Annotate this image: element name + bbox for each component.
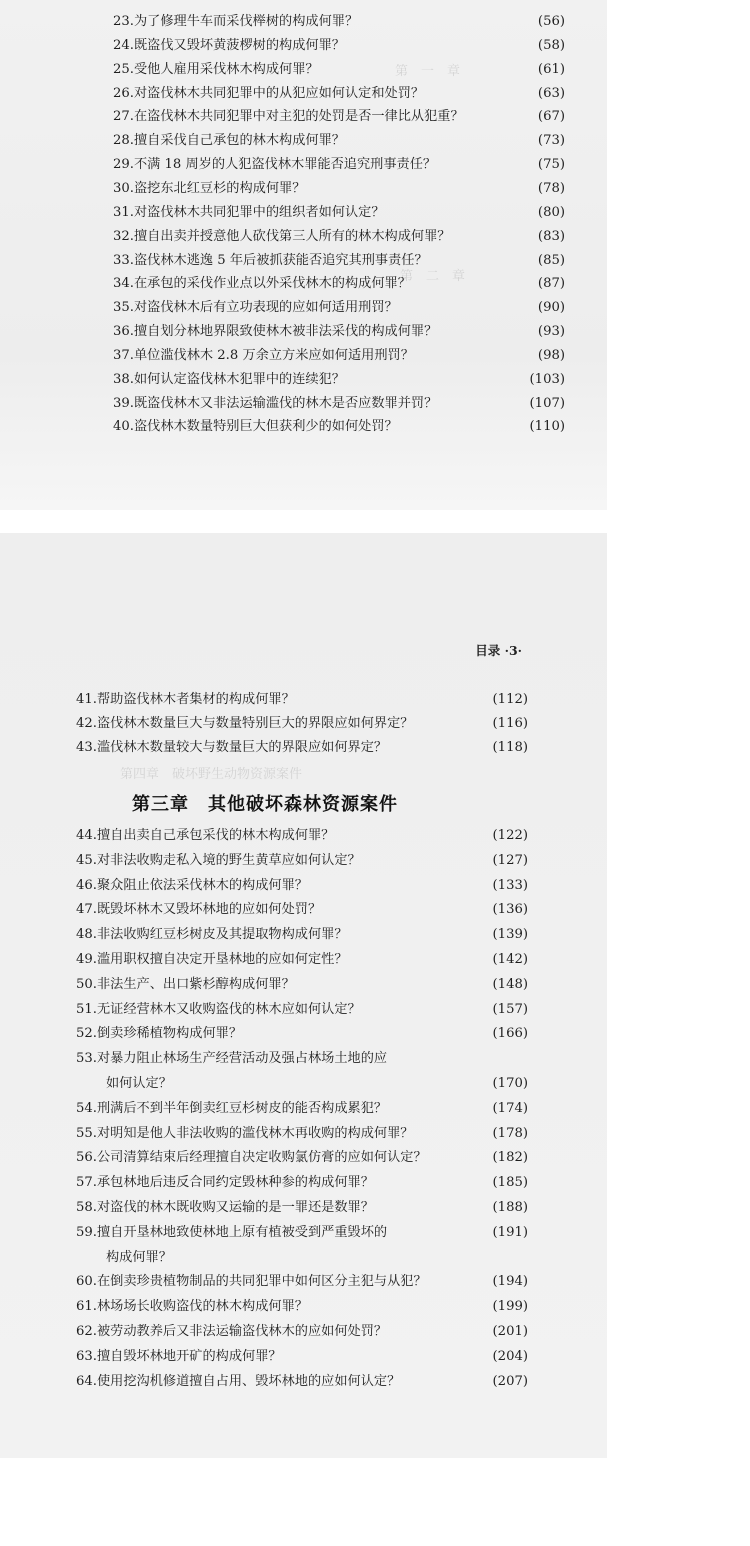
toc-entry-page: (191) (492, 1224, 528, 1240)
toc-entry-page: (122) (492, 828, 528, 843)
toc-entry-page: (75) (537, 157, 565, 173)
toc-entry (113, 349, 565, 362)
toc-entry-page: (201) (492, 1324, 528, 1339)
toc-entry-title: 26.对盗伐林木共同犯罪中的从犯应如何认定和处罚？ (113, 85, 425, 101)
toc-entry-page: (103) (529, 371, 565, 387)
page-header: 目录 ·3· (475, 643, 522, 658)
toc-entry-page: (142) (492, 952, 528, 967)
toc-entry (113, 39, 565, 52)
toc-entry-page: (83) (537, 228, 565, 244)
toc-entry (76, 903, 528, 916)
toc-entry-title: 48.非法收购红豆杉树皮及其提取物构成何罪？ (76, 927, 348, 943)
toc-entry-title: 50.非法生产、出口紫杉醇构成何罪？ (76, 976, 295, 992)
toc-entry-title: 31.对盗伐林木共同犯罪中的组织者如何认定？ (113, 204, 385, 220)
toc-entry-title: 28.擅自采伐自己承包的林木构成何罪？ (113, 133, 345, 149)
toc-entry (113, 373, 565, 386)
toc-entry-title: 58.对盗伐的林木既收购又运输的是一罪还是数罪？ (76, 1200, 374, 1215)
toc-entry (76, 1275, 528, 1288)
toc-entry-title: 40.盗伐林木数量特别巨大但获利少的如何处罚？ (113, 419, 398, 435)
toc-entry-title: 63.擅自毁坏林地开矿的构成何罪？ (76, 1348, 282, 1364)
bleed-through-text: 第 二 章 (400, 269, 466, 284)
toc-entry-title: 54.刑满后不到半年倒卖红豆杉树皮的能否构成累犯？ (76, 1100, 388, 1116)
toc-entry-page: (170) (492, 1076, 528, 1091)
toc-entry-title: 38.如何认定盗伐林木犯罪中的连续犯？ (113, 371, 345, 387)
toc-entry (76, 1151, 528, 1164)
toc-entry (76, 1127, 528, 1140)
toc-entry-title: 60.在倒卖珍贵植物制品的共同犯罪中如何区分主犯与从犯？ (76, 1274, 427, 1290)
toc-entry-title: 46.聚众阻止依法采伐林木的构成何罪？ (76, 877, 308, 893)
toc-entry (76, 717, 528, 730)
toc-entry-page: (204) (492, 1348, 528, 1364)
toc-entry-page: (85) (537, 252, 565, 268)
toc-entry-title: 55.对明知是他人非法收购的滥伐林木再收购的构成何罪？ (76, 1125, 414, 1141)
toc-entry-title: 27.在盗伐林木共同犯罪中对主犯的处罚是否一律比从犯重？ (113, 109, 464, 125)
toc-entry-page: (139) (492, 927, 528, 943)
toc-entry-title: 45.对非法收购走私入境的野生黄草应如何认定？ (76, 852, 361, 868)
toc-entry (76, 1052, 528, 1065)
toc-entry-page: (118) (492, 739, 528, 755)
toc-entry-page: (174) (492, 1100, 528, 1116)
toc-entry-page: (194) (492, 1274, 528, 1290)
toc-entry-title: 44.擅自出卖自己承包采伐的林木构成何罪？ (76, 828, 335, 843)
toc-entry (113, 63, 565, 76)
toc-entry-title: 42.盗伐林木数量巨大与数量特别巨大的界限应如何界定？ (76, 715, 414, 731)
toc-entry (76, 829, 528, 842)
toc-entry-page: (136) (492, 902, 528, 918)
toc-entry-page: (148) (492, 976, 528, 992)
toc-entry-page: (188) (492, 1200, 528, 1215)
toc-entry-title: 61.林场场长收购盗伐的林木构成何罪？ (76, 1299, 308, 1315)
toc-entry (76, 693, 528, 706)
toc-entry (113, 397, 565, 410)
chapter-title: 第三章 其他破坏森林资源案件 (132, 794, 398, 815)
toc-entry-title: 29.不满 18 周岁的人犯盗伐林木罪能否追究刑事责任？ (113, 157, 437, 173)
toc-entry-title: 23.为了修理牛车而采伐榉树的构成何罪？ (113, 14, 359, 29)
toc-entry (76, 928, 528, 941)
toc-entry-title: 47.既毁坏林木又毁坏林地的应如何处罚？ (76, 902, 322, 918)
toc-entry-title: 24.既盗伐又毁坏黄菠椤树的构成何罪？ (113, 37, 345, 53)
toc-entry-title: 62.被劳动教养后又非法运输盗伐林木的应如何处罚？ (76, 1324, 388, 1339)
toc-entry-page: (199) (492, 1299, 528, 1315)
toc-entry-page: (127) (492, 852, 528, 868)
toc-entry-title: 59.擅自开垦林地致使林地上原有植被受到严重毁坏的 (76, 1224, 388, 1240)
lower-page (0, 533, 607, 1458)
toc-entry-title: 37.单位滥伐林木 2.8 万余立方米应如何适用刑罚？ (113, 347, 414, 363)
toc-entry-title: 36.擅自划分林地界限致使林木被非法采伐的构成何罪？ (113, 324, 438, 340)
toc-entry (113, 420, 565, 433)
toc-entry-title: 41.帮助盗伐林木者集材的构成何罪？ (76, 692, 295, 707)
toc-entry-page: (182) (492, 1150, 528, 1166)
toc-entry (76, 879, 528, 892)
toc-entry-page: (207) (492, 1373, 528, 1389)
toc-entry (76, 1226, 528, 1239)
toc-entry-page: (98) (537, 347, 565, 363)
toc-entry-page: (61) (537, 61, 565, 77)
toc-entry-page: (116) (492, 715, 528, 731)
toc-entry (113, 158, 565, 171)
toc-entry-title: 30.盗挖东北红豆杉的构成何罪？ (113, 180, 306, 196)
toc-entry-page: (185) (492, 1175, 528, 1191)
toc-entry-title: 57.承包林地后违反合同约定毁林种参的构成何罪？ (76, 1175, 374, 1191)
toc-entry (113, 301, 565, 314)
toc-entry-page: (80) (537, 204, 565, 220)
toc-entry (113, 110, 565, 123)
toc-entry-page: (67) (537, 109, 565, 125)
toc-entry (76, 1350, 528, 1363)
toc-entry (76, 978, 528, 991)
toc-entry-title: 52.倒卖珍稀植物构成何罪？ (76, 1026, 243, 1042)
toc-entry-title: 64.使用挖沟机修道擅自占用、毁坏林地的应如何认定？ (76, 1373, 401, 1389)
toc-entry (113, 15, 565, 28)
toc-entry-page: (112) (492, 692, 528, 707)
toc-entry-page: (107) (529, 395, 565, 411)
toc-entry-page: (166) (492, 1026, 528, 1042)
upper-page (0, 0, 607, 510)
toc-entry-title: 33.盗伐林木逃逸 5 年后被抓获能否追究其刑事责任？ (113, 252, 428, 268)
toc-entry (106, 1251, 528, 1264)
toc-entry (76, 953, 528, 966)
toc-entry-page: (56) (537, 14, 565, 29)
toc-entry (76, 1003, 528, 1016)
toc-entry (76, 1102, 528, 1115)
toc-entry-title: 32.擅自出卖并授意他人砍伐第三人所有的林木构成何罪？ (113, 228, 451, 244)
toc-entry-page: (63) (537, 85, 565, 101)
toc-entry (76, 854, 528, 867)
toc-entry-page: (78) (537, 180, 565, 196)
toc-entry-title: 34.在承包的采伐作业点以外采伐林木的构成何罪？ (113, 276, 411, 292)
toc-entry (113, 325, 565, 338)
toc-entry (113, 230, 565, 243)
toc-entry (113, 87, 565, 100)
toc-entry (76, 741, 528, 754)
toc-entry (113, 134, 565, 147)
toc-entry (76, 1201, 528, 1214)
toc-entry (76, 1325, 528, 1338)
toc-entry-title: 51.无证经营林木又收购盗伐的林木应如何认定？ (76, 1001, 361, 1017)
toc-entry (76, 1300, 528, 1313)
toc-entry (76, 1027, 528, 1040)
toc-entry-title: 43.滥伐林木数量较大与数量巨大的界限应如何界定？ (76, 739, 388, 755)
toc-entry-page: (73) (537, 133, 565, 149)
bleed-through-text: 第 一 章 (395, 64, 461, 79)
toc-entry (113, 277, 565, 290)
toc-entry-title: 49.滥用职权擅自决定开垦林地的应如何定性？ (76, 952, 348, 967)
toc-entry-title: 39.既盗伐林木又非法运输滥伐的林木是否应数罪并罚？ (113, 395, 438, 411)
toc-entry (76, 1176, 528, 1189)
toc-entry-title: 53.对暴力阻止林场生产经营活动及强占林场土地的应 (76, 1051, 388, 1067)
toc-entry-title: 25.受他人雇用采伐林木构成何罪？ (113, 61, 319, 77)
toc-entry (76, 1375, 528, 1388)
toc-entry-page: (58) (537, 37, 565, 53)
toc-entry-page: (93) (537, 324, 565, 340)
toc-entry-page: (90) (537, 300, 565, 316)
toc-entry (113, 254, 565, 267)
toc-entry (113, 182, 565, 195)
toc-entry-page: (110) (529, 419, 565, 435)
toc-entry-title: 35.对盗伐林木后有立功表现的应如何适用刑罚？ (113, 300, 398, 316)
toc-entry-page: (133) (492, 877, 528, 893)
toc-entry-title: 如何认定？ (106, 1076, 172, 1091)
toc-entry (106, 1077, 528, 1090)
toc-entry-page: (87) (537, 276, 565, 292)
toc-entry (113, 206, 565, 219)
toc-entry-page: (157) (492, 1001, 528, 1017)
toc-entry-page: (178) (492, 1125, 528, 1141)
bleed-through-text: 第四章 破坏野生动物资源案件 (120, 767, 303, 782)
toc-entry-title: 构成何罪？ (106, 1249, 172, 1265)
toc-entry-title: 56.公司清算结束后经理擅自决定收购氯仿膏的应如何认定？ (76, 1150, 427, 1166)
